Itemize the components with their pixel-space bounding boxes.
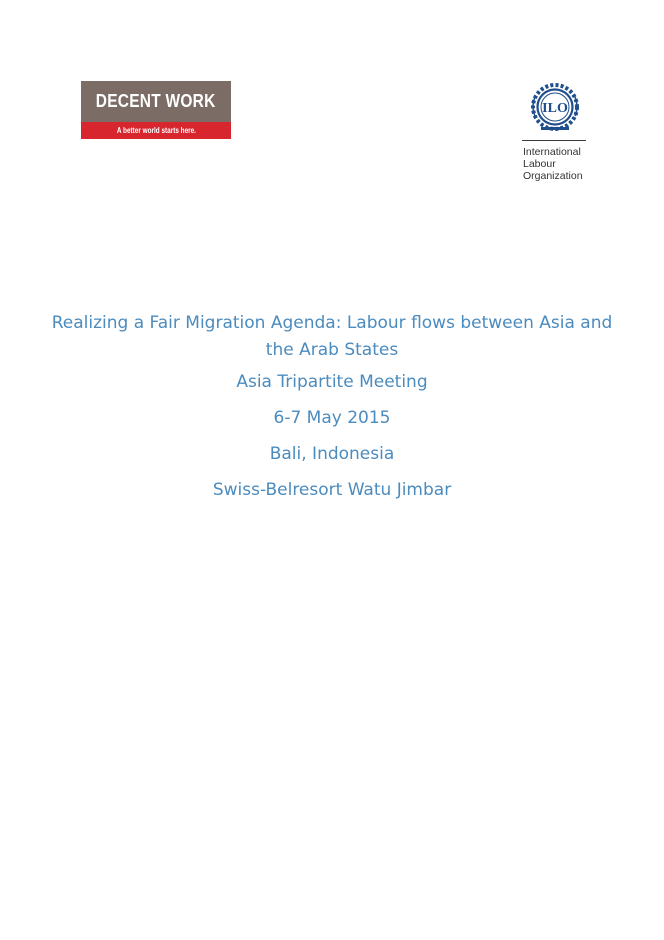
svg-text:ILO: ILO bbox=[542, 101, 568, 116]
ilo-logo bbox=[522, 80, 592, 190]
ilo-emblem-icon bbox=[523, 80, 587, 134]
document-title: Realizing a Fair Migration Agenda: Labour flows between Asia and the Arab States bbox=[51, 313, 613, 360]
decent-work-logo-tagline: A better world starts here. bbox=[81, 122, 231, 139]
ilo-logo-divider bbox=[522, 140, 586, 141]
document-venue: Swiss-Belresort Watu Jimbar bbox=[212, 480, 452, 500]
ilo-name-line: Organization bbox=[523, 170, 583, 182]
document-date: 6-7 May 2015 bbox=[273, 408, 391, 428]
document-subtitle: Asia Tripartite Meeting bbox=[236, 372, 428, 392]
ilo-logo-name bbox=[523, 146, 595, 182]
ilo-name-line: International bbox=[523, 146, 581, 158]
title-block bbox=[40, 310, 624, 515]
ilo-name-line: Labour bbox=[523, 158, 556, 170]
decent-work-logo bbox=[81, 81, 231, 139]
document-location: Bali, Indonesia bbox=[269, 444, 395, 464]
decent-work-logo-title: DECENT WORK bbox=[81, 81, 231, 122]
